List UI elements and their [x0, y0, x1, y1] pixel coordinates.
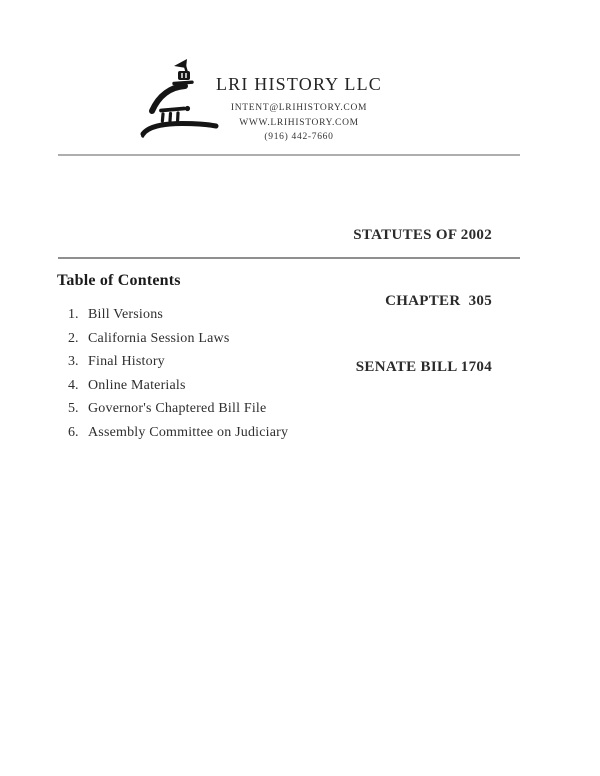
statutes-line: STATUTES OF 2002	[353, 227, 492, 243]
toc-item-number: 1.	[68, 307, 79, 322]
toc-item	[57, 426, 537, 440]
phone-text: (916) 442-7660	[264, 132, 334, 142]
toc-title: Table of Contents	[57, 272, 181, 289]
toc-item-label: Online Materials	[88, 377, 186, 393]
toc-item-label: Governor's Chaptered Bill File	[88, 401, 267, 416]
toc-list	[57, 308, 537, 440]
toc-item-label: Assembly Committee on Judiciary	[88, 424, 289, 440]
website-text: WWW.LRIHISTORY.COM	[239, 117, 359, 128]
toc-item-label: Final History	[88, 354, 165, 369]
toc-item-number: 5.	[68, 401, 79, 416]
toc-item-label: California Session Laws	[88, 330, 230, 346]
letterhead	[178, 74, 420, 145]
company-name: LRI HISTORY LLC	[215, 74, 382, 94]
senate-bill-line: SENATE BILL 1704	[355, 359, 492, 375]
toc-item	[57, 355, 537, 369]
email-text: INTENT@LRIHISTORY.COM	[230, 103, 368, 113]
chapter-line: CHAPTER 305	[385, 293, 492, 309]
toc-item-number: 6.	[68, 424, 79, 440]
toc-item	[57, 379, 537, 393]
horizontal-rule-top	[58, 154, 520, 156]
toc-item	[57, 308, 537, 322]
toc-item	[57, 332, 537, 346]
horizontal-rule-bottom	[58, 257, 520, 259]
table-of-contents	[57, 272, 537, 449]
toc-item	[57, 402, 537, 416]
toc-item-number: 3.	[68, 354, 79, 369]
toc-item-number: 4.	[68, 377, 79, 393]
toc-item-label: Bill Versions	[88, 307, 164, 322]
toc-item-number: 2.	[68, 330, 79, 346]
